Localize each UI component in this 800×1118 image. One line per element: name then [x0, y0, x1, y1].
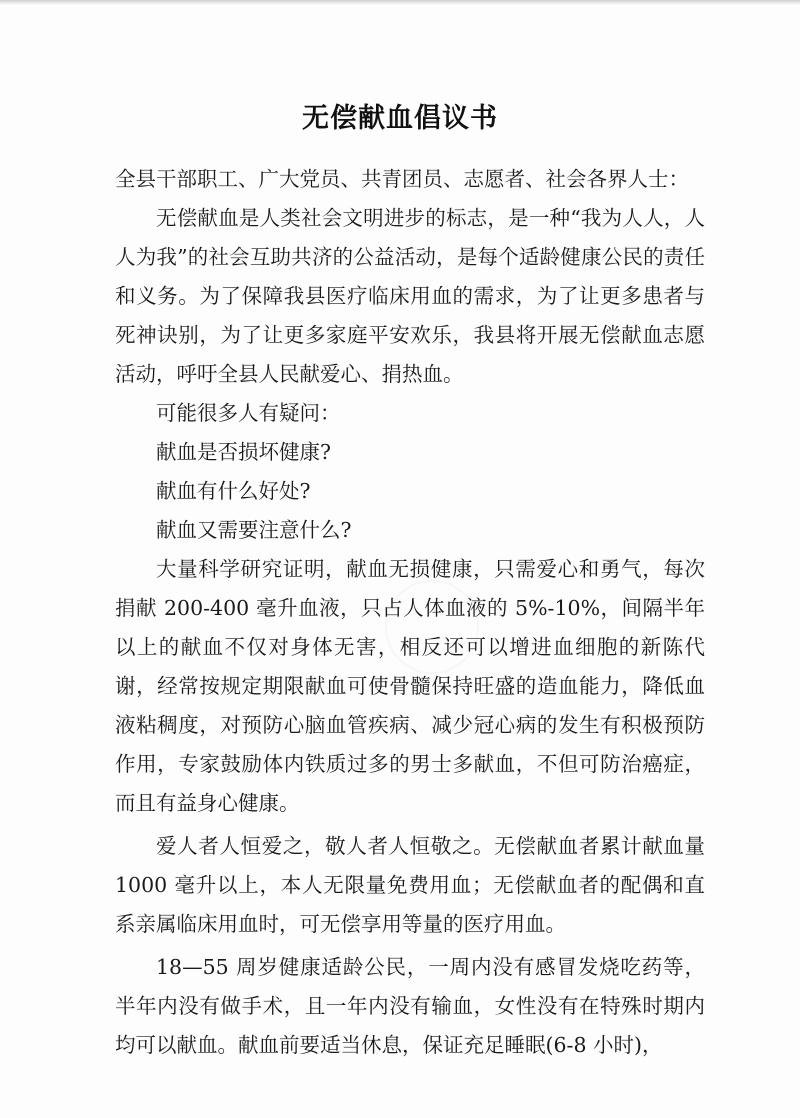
paragraph-question-2: 献血有什么好处? — [156, 479, 311, 503]
paragraph-question-3: 献血又需要注意什么? — [156, 518, 352, 542]
paragraph-benefits: 爱人者人恒爱之，敬人者人恒敬之。无偿献血者累计献血量 1000 毫升以上，本人无限量免费用血；无偿献血者的配偶和直系亲属临床用血时，可无偿享用等量的医疗用血。 — [115, 834, 705, 936]
scan-edge — [0, 0, 800, 5]
paragraph-eligibility: 18—55 周岁健康适龄公民，一周内没有感冒发烧吃药等，半年内没有做手术，且一年内没有输血，女性没有在特殊时期内均可以献血。献血前要适当休息，保证充足睡眠(6-8 小时)， — [115, 955, 705, 1057]
document-body — [115, 160, 705, 1065]
paragraph-question-lead: 可能很多人有疑问： — [156, 401, 341, 425]
paragraph-question-1: 献血是否损坏健康? — [156, 440, 331, 464]
document-title: 无偿献血倡议书 — [302, 103, 498, 134]
paragraph-science: 大量科学研究证明，献血无损健康，只需爱心和勇气，每次捐献 200-400 毫升血液，只占人体血液的 5%-10%，间隔半年以上的献血不仅对身体无害，相反还可以增进血细胞的新陈代谢，经常按规定期限献血可使骨髓保持旺盛的造血能力，降低血液粘稠度，对预防心脑血管疾病、减少冠心病的发生有积极预防作用，专家鼓励体内铁质过多的男士多献血，不但可防治癌症，而且有益身心健康。 — [115, 557, 705, 815]
salutation: 全县干部职工、广大党员、共青团员、志愿者、社会各界人士： — [115, 167, 689, 191]
paragraph-intro: 无偿献血是人类社会文明进步的标志，是一种“我为人人，人人为我”的社会互助共济的公益活动，是每个适龄健康公民的责任和义务。为了保障我县医疗临床用血的需求，为了让更多患者与死神诀别，为了让更多家庭平安欢乐，我县将开展无偿献血志愿活动，呼吁全县人民献爱心、捐热血。 — [115, 206, 705, 386]
